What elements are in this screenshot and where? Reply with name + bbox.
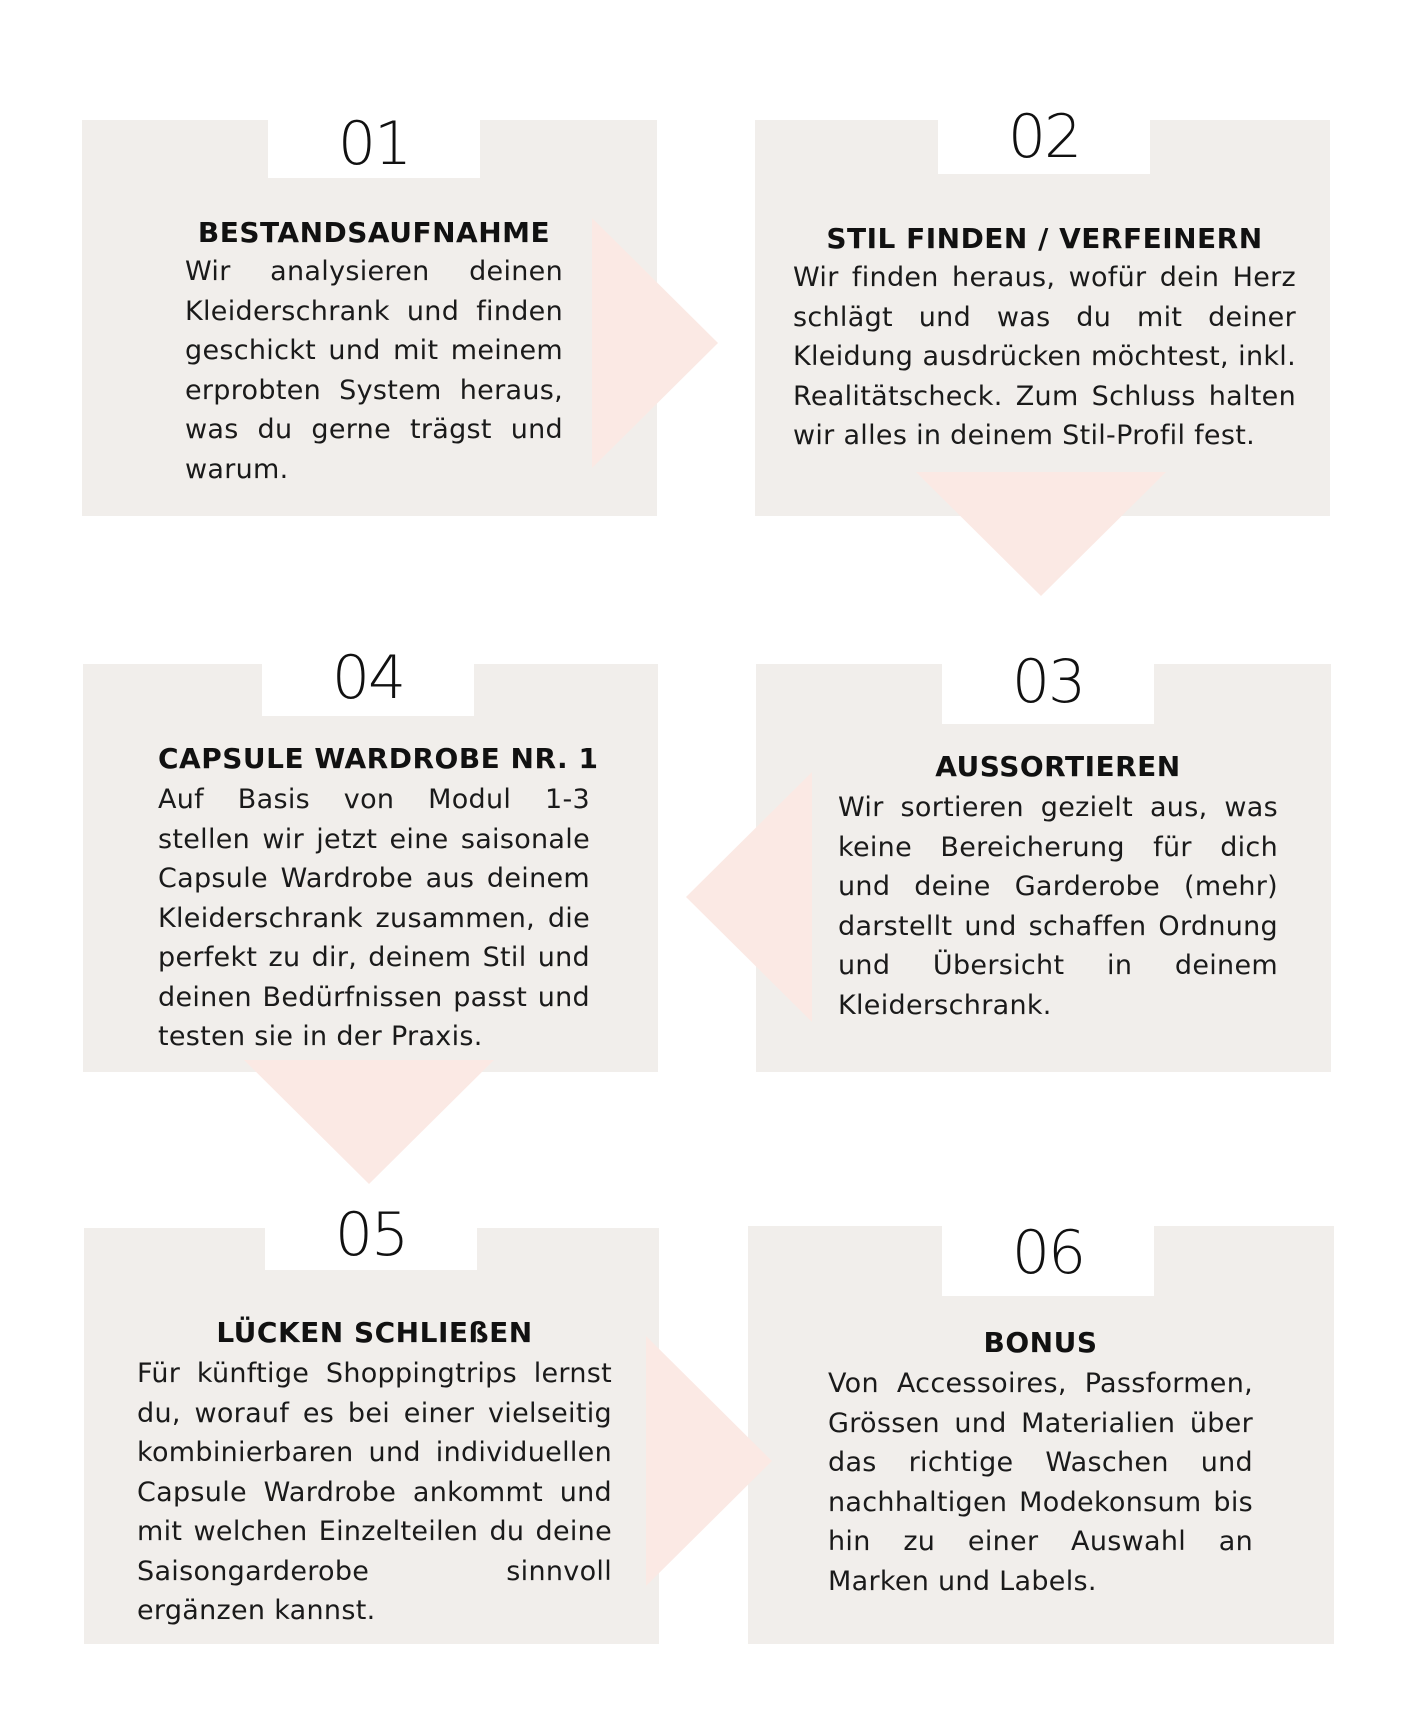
step-number: 04	[331, 643, 405, 713]
step-number-tab	[268, 110, 480, 178]
step-number: 03	[1011, 647, 1085, 717]
arrow-left-icon	[686, 772, 812, 1022]
arrow-down-icon	[244, 1060, 494, 1184]
arrow-down-icon	[916, 472, 1166, 596]
step-title: STIL FINDEN / VERFEINERN	[826, 222, 1263, 255]
step-number-tab	[942, 640, 1154, 724]
step-description: Von Accessoires, Passformen, Grössen und Materialien über das richtige Waschen und nachhaltigen Modekonsum bis hin zu einer Auswahl an Marken und Labels.	[828, 1368, 1253, 1597]
step-number: 01	[337, 109, 411, 179]
step-title: AUSSORTIEREN	[935, 750, 1181, 783]
arrow-right-icon	[646, 1336, 772, 1586]
step-number-tab	[942, 1210, 1154, 1296]
step-title: BONUS	[983, 1326, 1098, 1359]
step-number-tab	[938, 100, 1150, 174]
step-title: BESTANDSAUFNAHME	[197, 216, 551, 249]
step-description: Auf Basis von Modul 1-3 stellen wir jetzt eine saisonale Capsule Wardrobe aus deinem Kleiderschrank zusammen, die perfekt zu dir, deinem Stil und deinen Bedürfnissen passt und testen sie in der Praxis.	[158, 784, 590, 1052]
step-number: 05	[334, 1200, 408, 1270]
step-title: CAPSULE WARDROBE NR. 1	[158, 742, 599, 775]
step-number: 02	[1007, 102, 1081, 172]
step-number: 06	[1011, 1218, 1085, 1288]
step-description: Wir sortieren gezielt aus, was keine Bereicherung für dich und deine Garderobe (mehr) darstellt und schaffen Ordnung und Übersicht in deinem Kleiderschrank.	[838, 792, 1278, 1021]
step-description: Wir finden heraus, wofür dein Herz schlägt und was du mit deiner Kleidung ausdrücken möchtest, inkl. Realitätscheck. Zum Schluss halten wir alles in deinem Stil-Profil fest.	[793, 262, 1296, 451]
step-title: LÜCKEN SCHLIEßEN	[216, 1316, 533, 1349]
step-description: Für künftige Shoppingtrips lernst du, worauf es bei einer vielseitig kombinierbaren und individuellen Capsule Wardrobe ankommt und mit welchen Einzelteilen du deine Saisongarderobe sinnvoll ergänzen kannst.	[137, 1358, 612, 1626]
step-description: Wir analysieren deinen Kleiderschrank und finden geschickt und mit meinem erprobten System heraus, was du gerne trägst und warum.	[185, 256, 563, 485]
step-number-tab	[262, 640, 474, 716]
step-number-tab	[265, 1200, 477, 1270]
arrow-right-icon	[592, 218, 718, 468]
